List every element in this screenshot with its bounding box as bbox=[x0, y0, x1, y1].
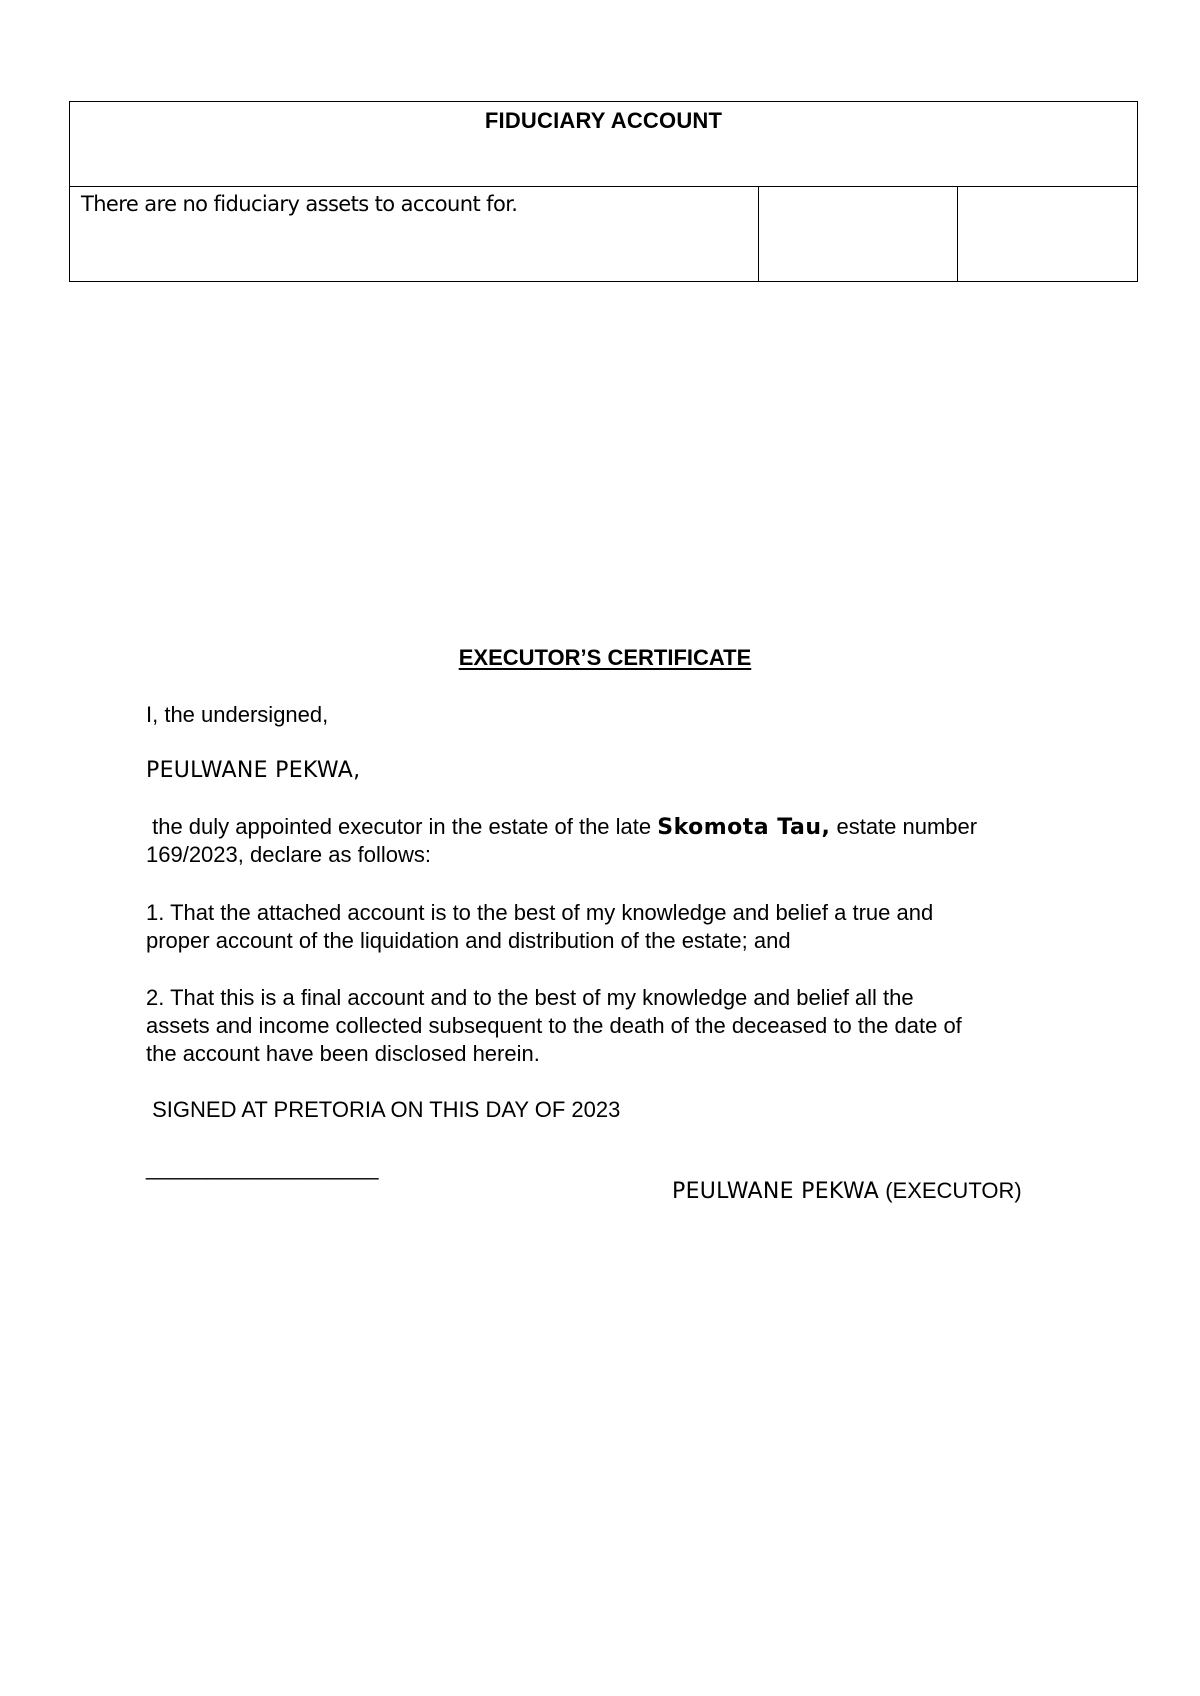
executor-name-line: PEULWANE PEKWA, bbox=[146, 758, 361, 783]
fiduciary-account-title-cell bbox=[70, 102, 1138, 187]
fiduciary-account-title: FIDUCIARY ACCOUNT bbox=[484, 108, 723, 133]
signature-line: ___________________ bbox=[146, 1155, 379, 1180]
clause-2-line-3: the account have been disclosed herein. bbox=[146, 1041, 540, 1066]
executor-signature bbox=[672, 1178, 1022, 1204]
appointment-line-2: 169/2023, declare as follows: bbox=[146, 842, 431, 867]
executor-signature-role: (EXECUTOR) bbox=[879, 1178, 1022, 1203]
certificate-heading: EXECUTOR’S CERTIFICATE bbox=[458, 645, 752, 670]
executor-signature-name: PEULWANE PEKWA bbox=[672, 1179, 880, 1204]
fiduciary-account-note: There are no fiduciary assets to account for. bbox=[81, 192, 518, 216]
appointment-suffix: estate number bbox=[830, 814, 978, 839]
appointment-paragraph bbox=[146, 813, 977, 842]
clause-2-line-2: assets and income collected subsequent to the death of the deceased to the date of bbox=[146, 1013, 962, 1038]
signed-at-line: SIGNED AT PRETORIA ON THIS DAY OF 2023 bbox=[146, 1097, 621, 1122]
clause-2-line-1: 2. That this is a final account and to the best of my knowledge and belief all the bbox=[146, 985, 914, 1010]
fiduciary-account-table bbox=[69, 101, 1138, 282]
appointment-prefix: the duly appointed executor in the estate of the late bbox=[146, 814, 658, 839]
certificate-intro: I, the undersigned, bbox=[146, 702, 329, 727]
deceased-name: Skomota Tau, bbox=[657, 815, 831, 840]
clause-1-line-1: 1. That the attached account is to the best of my knowledge and belief a true and bbox=[146, 900, 934, 925]
fiduciary-account-empty-cell bbox=[759, 187, 958, 282]
clause-1-line-2: proper account of the liquidation and distribution of the estate; and bbox=[146, 928, 791, 953]
fiduciary-account-note-cell bbox=[70, 187, 759, 282]
fiduciary-account-empty-cell bbox=[958, 187, 1138, 282]
